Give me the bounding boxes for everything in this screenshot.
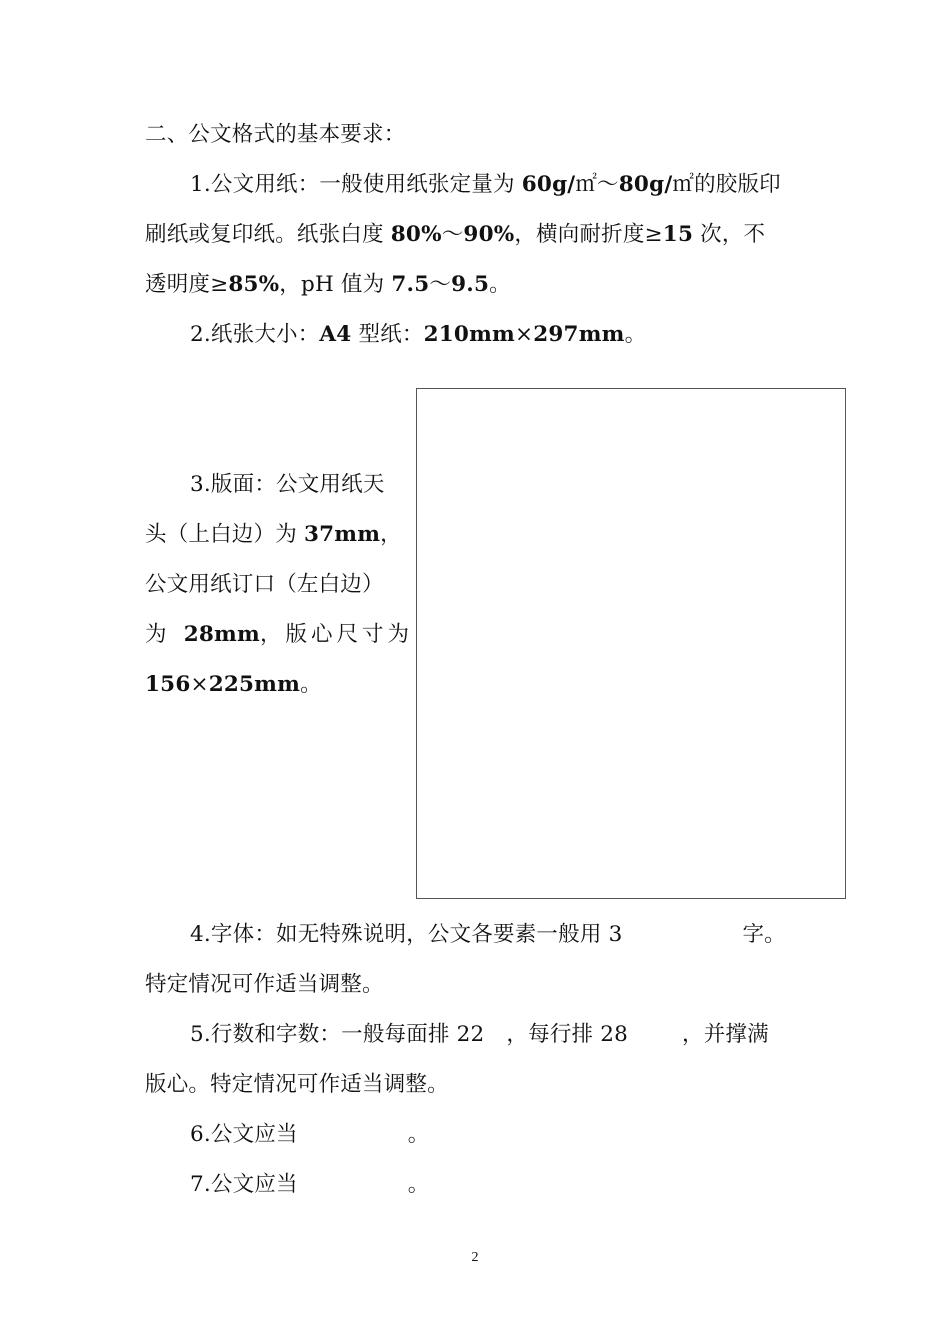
text-bold: 225mm — [208, 672, 301, 697]
text: 透明度≥ — [145, 272, 229, 297]
text-bold: 80g/ — [618, 172, 673, 197]
text: × — [190, 672, 209, 697]
item3-line5 — [145, 670, 322, 700]
text: ， — [380, 522, 402, 547]
item1-line1 — [190, 170, 781, 200]
text-bold: 28mm — [183, 622, 260, 647]
text: 次，不 — [693, 222, 766, 247]
text: ㎡～ — [575, 172, 619, 197]
text: 。 — [407, 1172, 430, 1197]
text-bold: 90% — [463, 222, 515, 247]
text: 1.公文用纸：一般使用纸张定量为 — [190, 172, 522, 197]
text-bold: 156 — [145, 672, 191, 697]
item5-line1 — [190, 1020, 769, 1050]
item1-line2 — [145, 220, 765, 250]
text: 型纸： — [351, 322, 424, 347]
text: 头（上白边）为 — [145, 522, 304, 547]
text: 刷纸或复印纸。纸张白度 — [145, 222, 391, 247]
text-bold: A4 — [319, 322, 352, 347]
text-bold: 297mm — [533, 322, 625, 347]
text: 。 — [407, 1122, 430, 1147]
text: ，版心尺寸为 — [259, 622, 413, 647]
page-number: 2 — [471, 1250, 479, 1265]
text: ，pH 值为 — [279, 272, 392, 297]
text-bold: 7.5 — [391, 272, 430, 297]
text: ，并撑满 — [682, 1022, 769, 1047]
item2-line — [190, 320, 646, 350]
text-bold: 60g/ — [521, 172, 576, 197]
text: 。 — [624, 322, 647, 347]
text: 字。 — [742, 922, 786, 947]
text: 为 — [145, 622, 174, 647]
text: ，每行排 — [506, 1022, 601, 1047]
item4-line1 — [190, 920, 786, 950]
text: 2.纸张大小： — [190, 322, 320, 347]
text: ㎡的胶版印 — [672, 172, 781, 197]
text: 22 — [456, 1022, 485, 1047]
text: 28 — [600, 1022, 629, 1047]
item3-line3: 公文用纸订口（左白边） — [145, 572, 384, 597]
text: × — [515, 322, 534, 347]
text-bold: 15 — [662, 222, 694, 247]
text: 。 — [489, 272, 511, 297]
text: 6.公文应当 — [190, 1122, 298, 1147]
text: 4.字体：如无特殊说明，公文各要素一般用 — [190, 922, 609, 947]
text: ～ — [429, 272, 452, 297]
item7-line — [190, 1170, 429, 1200]
text: ，横向耐折度≥ — [514, 222, 663, 247]
text-bold: 210mm — [423, 322, 515, 347]
item3-line4 — [145, 620, 413, 650]
page-layout-figure-box — [416, 388, 846, 899]
item6-line — [190, 1120, 429, 1150]
item1-line3 — [145, 270, 511, 300]
text-bold: 85% — [228, 272, 280, 297]
item3-line2 — [145, 520, 402, 550]
text: 3 — [608, 922, 623, 947]
item4-line2: 特定情况可作适当调整。 — [145, 972, 384, 997]
text: 7.公文应当 — [190, 1172, 298, 1197]
item3-line1: 3.版面：公文用纸天 — [190, 472, 385, 497]
text: 。 — [300, 672, 322, 697]
text: 5.行数和字数：一般每面排 — [190, 1022, 457, 1047]
text-bold: 37mm — [303, 522, 381, 547]
text-bold: 80% — [390, 222, 442, 247]
item5-line2: 版心。特定情况可作适当调整。 — [145, 1072, 449, 1097]
text-bold: 9.5 — [451, 272, 490, 297]
section-heading: 二、公文格式的基本要求： — [145, 122, 406, 147]
text: ～ — [441, 222, 464, 247]
